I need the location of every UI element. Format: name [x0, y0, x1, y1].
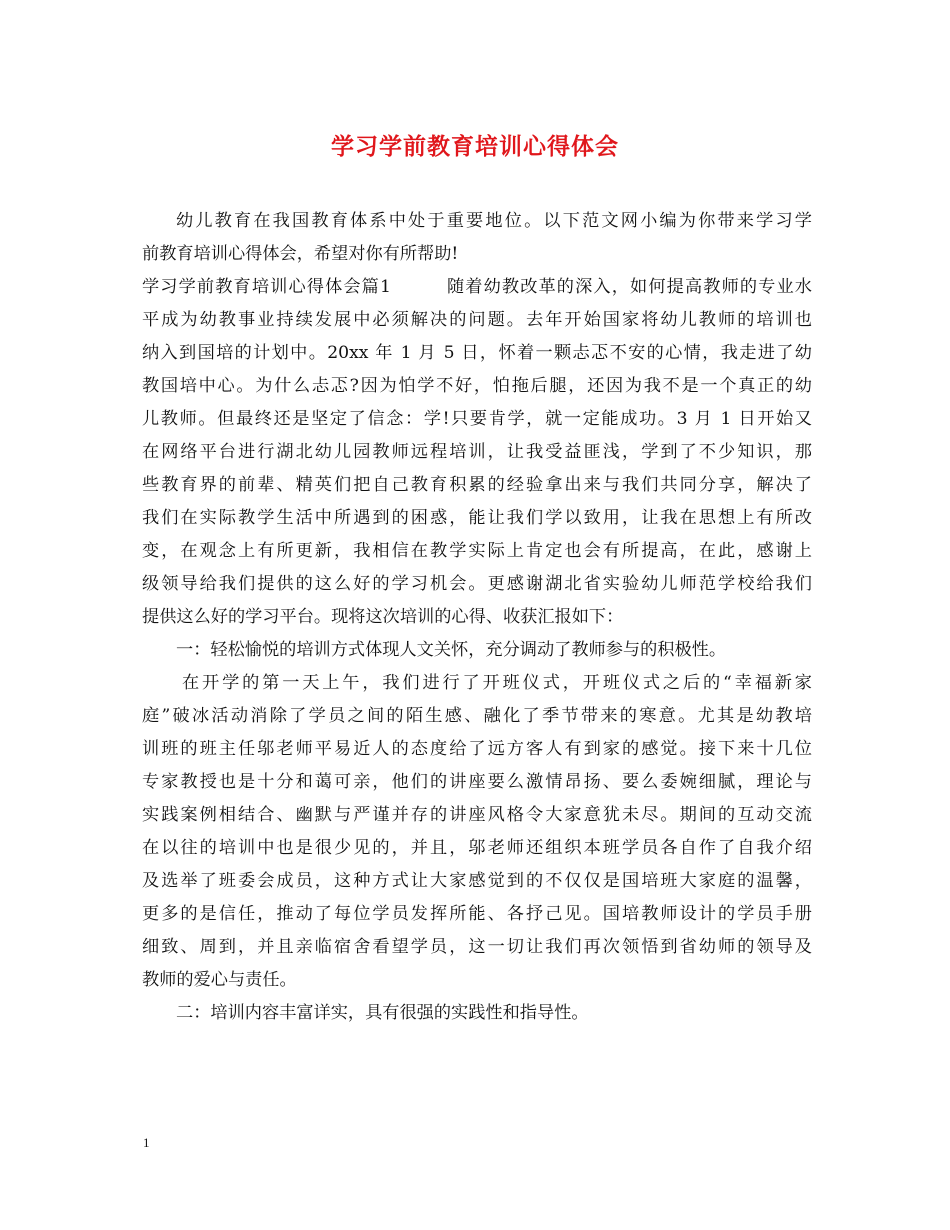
- point-heading: 二：培训内容丰富详实，具有很强的实践性和指导性。: [176, 1003, 589, 1023]
- section-heading-line: 学习学前教育培训心得体会篇1 随着幼教改革的深入，如何提高教师的专业水: [142, 277, 812, 297]
- paragraph-line: 训班的班主任邬老师平易近人的态度给了远方客人有到家的感觉。接下来十几位: [142, 739, 812, 759]
- document-body: [142, 205, 812, 1030]
- paragraph-line: 变，在观念上有所更新，我相信在教学实际上肯定也会有所提高，在此，感谢上: [142, 541, 812, 561]
- paragraph-line: 在开学的第一天上午，我们进行了开班仪式，开班仪式之后的“幸福新家: [182, 673, 812, 693]
- paragraph-line: 专家教授也是十分和蔼可亲，他们的讲座要么激情昂扬、要么委婉细腻，理论与: [142, 772, 812, 792]
- page-number: 1: [143, 1135, 150, 1150]
- paragraph-line: 提供这么好的学习平台。现将这次培训的心得、收获汇报如下：: [142, 607, 624, 627]
- paragraph-line: 更多的是信任，推动了每位学员发挥所能、各抒己见。国培教师设计的学员手册: [142, 904, 812, 924]
- document-title: 学习学前教育培训心得体会: [331, 133, 619, 160]
- point-heading: 一：轻松愉悦的培训方式体现人文关怀，充分调动了教师参与的积极性。: [176, 640, 727, 660]
- intro-line: 幼儿教育在我国教育体系中处于重要地位。以下范文网小编为你带来学习学: [176, 211, 812, 231]
- paragraph-line: 在以往的培训中也是很少见的，并且，邬老师还组织本班学员各自作了自我介绍: [142, 838, 812, 858]
- intro-line: 前教育培训心得体会，希望对你有所帮助!: [142, 244, 459, 264]
- paragraph-line: 实践案例相结合、幽默与严谨并存的讲座风格令大家意犹未尽。期间的互动交流: [142, 805, 812, 825]
- paragraph-line: 在网络平台进行湖北幼儿园教师远程培训，让我受益匪浅，学到了不少知识，那: [142, 442, 812, 462]
- paragraph-line: 细致、周到，并且亲临宿舍看望学员，这一切让我们再次领悟到省幼师的领导及: [142, 937, 812, 957]
- paragraph-line: 儿教师。但最终还是坚定了信念：学!只要肯学，就一定能成功。3 月 1 日开始又: [142, 409, 812, 429]
- paragraph-line: 教国培中心。为什么忐忑?因为怕学不好，怕拖后腿，还因为我不是一个真正的幼: [142, 376, 812, 396]
- paragraph-line: 纳入到国培的计划中。20xx 年 1 月 5 日，怀着一颗忐忑不安的心情，我走进了幼: [142, 343, 812, 363]
- paragraph-line: 教师的爱心与责任。: [142, 970, 297, 990]
- paragraph-line: 些教育界的前辈、精英们把自己教育积累的经验拿出来与我们共同分享，解决了: [142, 475, 812, 495]
- paragraph-line: 及选举了班委会成员，这种方式让大家感觉到的不仅仅是国培班大家庭的温馨，: [142, 871, 812, 891]
- paragraph-line: 级领导给我们提供的这么好的学习机会。更感谢湖北省实验幼儿师范学校给我们: [142, 574, 812, 594]
- paragraph-line: 我们在实际教学生活中所遇到的困惑，能让我们学以致用，让我在思想上有所改: [142, 508, 812, 528]
- paragraph-line: 平成为幼教事业持续发展中必须解决的问题。去年开始国家将幼儿教师的培训也: [142, 310, 812, 330]
- paragraph-line: 庭”破冰活动消除了学员之间的陌生感、融化了季节带来的寒意。尤其是幼教培: [142, 706, 812, 726]
